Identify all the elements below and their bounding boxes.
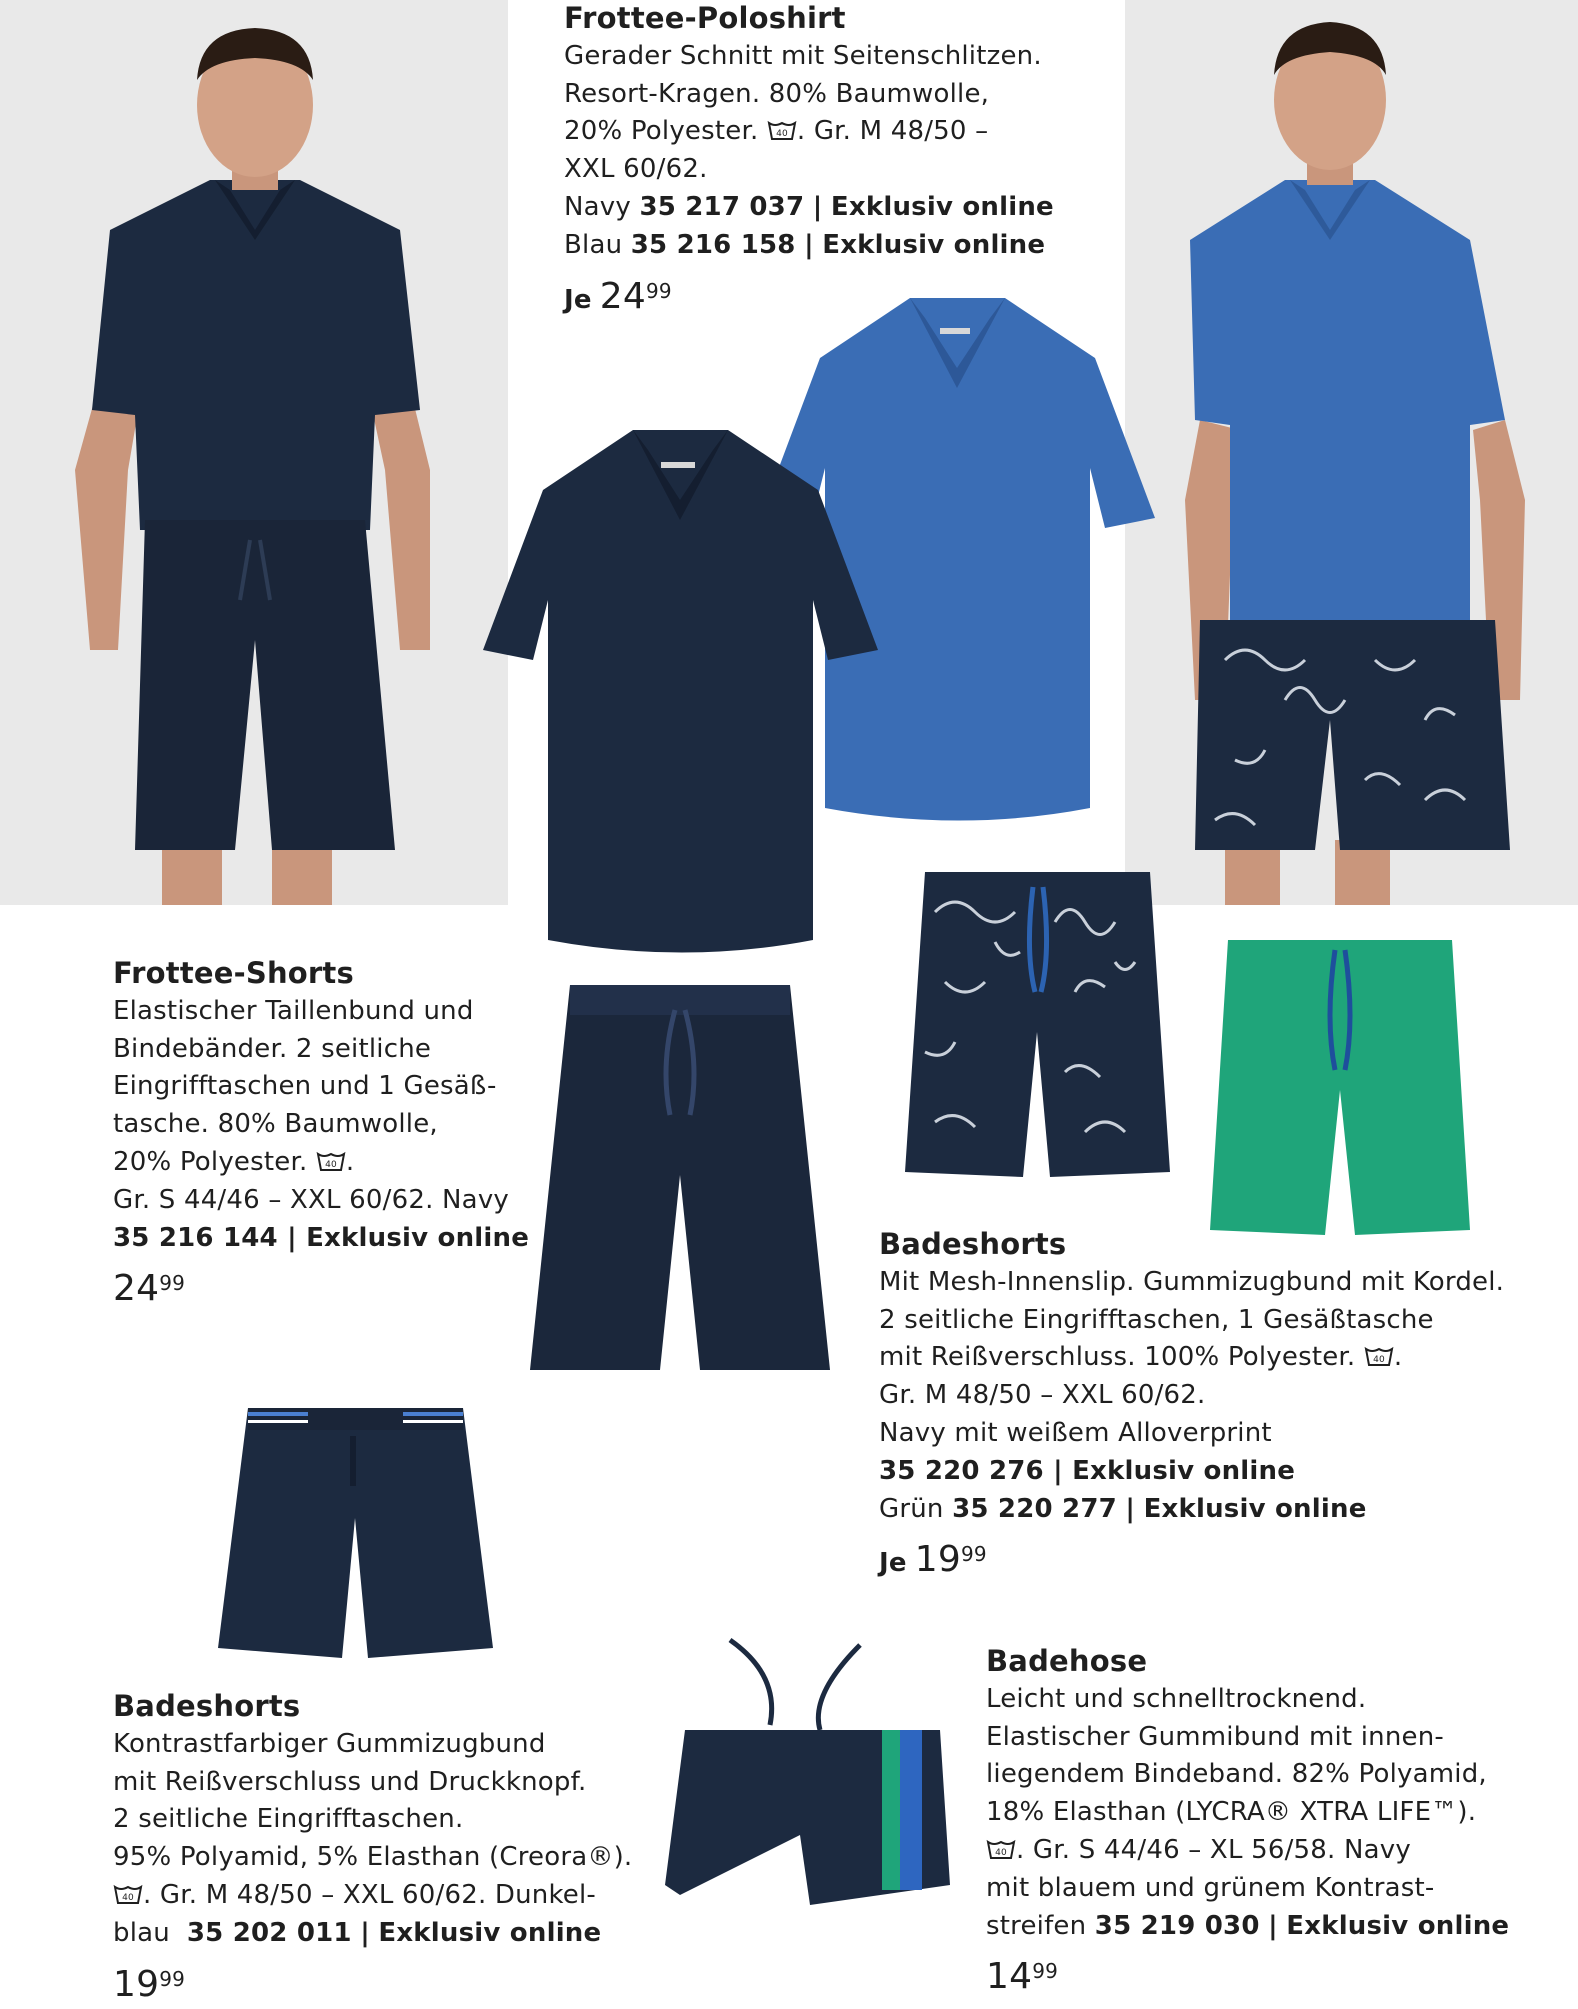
- badehose-article: streifen 35 219 030 | Exklusiv online: [986, 1910, 1510, 1941]
- badeshorts-contrast-title: Badeshorts: [113, 1689, 301, 1723]
- model-photo-navy: [0, 0, 508, 905]
- model-photo-blue: [1125, 0, 1578, 905]
- badehose-desc-line: Elastischer Gummibund mit innen-: [986, 1721, 1444, 1752]
- frottee-shorts-article: 35 216 144 | Exklusiv online: [113, 1222, 530, 1253]
- badeshorts-contrast-desc-line: 40 . Gr. M 48/50 – XXL 60/62. Dunkel-: [113, 1877, 632, 1915]
- svg-text:40: 40: [122, 1892, 134, 1903]
- polo-navy-product-image: [483, 420, 878, 960]
- badeshorts-contrast-price: $19^{99}$: [113, 1963, 186, 2005]
- polo-text-block: [564, 0, 1054, 324]
- badehose-desc-line: Leicht und schnelltrocknend.: [986, 1683, 1367, 1714]
- badeshorts-print-title: Badeshorts: [879, 1227, 1067, 1261]
- wash-40-icon: [767, 116, 797, 138]
- frottee-shorts-title: Frottee-Shorts: [113, 956, 354, 990]
- badehose-price: $14^{99}$: [986, 1956, 1059, 1998]
- polo-desc-line: XXL 60/62.: [564, 154, 708, 185]
- frottee-shorts-text-block: [113, 955, 529, 1313]
- wash-40-icon: [1364, 1342, 1394, 1364]
- badeshorts-green-product-image: [1210, 940, 1470, 1235]
- badehose-desc-line: 18% Elasthan (LYCRA® XTRA LIFE™).: [986, 1797, 1477, 1828]
- svg-text:40: 40: [995, 1847, 1007, 1858]
- svg-text:40: 40: [775, 129, 788, 140]
- wash-40-icon: [113, 1880, 143, 1902]
- polo-desc-line: 20% Polyester. 40 . Gr. M 48/50 –: [564, 116, 989, 147]
- frottee-shorts-desc-line: Gr. S 44/46 – XXL 60/62. Navy: [113, 1184, 509, 1215]
- badeshorts-print-text-block: [879, 1226, 1504, 1587]
- badeshorts-print-product-image: [905, 872, 1170, 1177]
- badeshorts-print-desc-line: Navy mit weißem Alloverprint: [879, 1417, 1272, 1448]
- badeshorts-print-desc-line: Mit Mesh-Innenslip. Gummizugbund mit Kordel.: [879, 1266, 1505, 1297]
- polo-desc-line: Resort-Kragen. 80% Baumwolle,: [564, 78, 990, 109]
- badehose-desc-line: liegendem Bindeband. 82% Polyamid,: [986, 1759, 1487, 1790]
- frottee-shorts-desc-line: Eingrifftaschen und 1 Gesäß-: [113, 1071, 497, 1102]
- wash-40-icon: [316, 1147, 346, 1169]
- polo-desc-line: Gerader Schnitt mit Seitenschlitzen.: [564, 40, 1042, 71]
- polo-price: Je $24^{99}$: [564, 275, 672, 317]
- badeshorts-print-desc-line: mit Reißverschluss. 100% Polyester. 40 .: [879, 1342, 1403, 1373]
- badeshorts-contrast-desc-line: 95% Polyamid, 5% Elasthan (Creora®).: [113, 1842, 633, 1873]
- badeshorts-contrast-article: blau 35 202 011 | Exklusiv online: [113, 1917, 602, 1948]
- svg-text:40: 40: [1372, 1355, 1385, 1366]
- badehose-title: Badehose: [986, 1644, 1148, 1678]
- badeshorts-contrast-product-image: [218, 1408, 493, 1663]
- badehose-desc-line: 40 . Gr. S 44/46 – XL 56/58. Navy: [986, 1832, 1509, 1870]
- badeshorts-contrast-desc-line: 2 seitliche Eingrifftaschen.: [113, 1804, 464, 1835]
- frottee-shorts-desc-line: Elastischer Taillenbund und: [113, 995, 474, 1026]
- badehose-desc-line: mit blauem und grünem Kontrast-: [986, 1872, 1435, 1903]
- polo-article-navy: Navy 35 217 037 | Exklusiv online: [564, 191, 1054, 222]
- svg-text:40: 40: [324, 1159, 337, 1170]
- badeshorts-print-article-green: Grün 35 220 277 | Exklusiv online: [879, 1493, 1367, 1524]
- frottee-shorts-desc-line: Bindebänder. 2 seitliche: [113, 1033, 432, 1064]
- frottee-shorts-desc-line: tasche. 80% Baumwolle,: [113, 1109, 438, 1140]
- badeshorts-print-desc-line: 2 seitliche Eingrifftaschen, 1 Gesäßtasche: [879, 1304, 1434, 1335]
- badeshorts-contrast-desc-line: Kontrastfarbiger Gummizugbund: [113, 1728, 546, 1759]
- frottee-shorts-price: $24^{99}$: [113, 1268, 186, 1310]
- badehose-text-block: [986, 1643, 1509, 2001]
- badeshorts-print-article-navy: 35 220 276 | Exklusiv online: [879, 1455, 1296, 1486]
- badeshorts-print-desc-line: Gr. M 48/50 – XXL 60/62.: [879, 1380, 1206, 1411]
- badeshorts-contrast-desc-line: mit Reißverschluss und Druckknopf.: [113, 1766, 587, 1797]
- badeshorts-contrast-text-block: [113, 1688, 632, 2009]
- frottee-shorts-product-image: [530, 985, 830, 1370]
- polo-title: Frottee-Poloshirt: [564, 1, 846, 35]
- badehose-product-image: [660, 1635, 950, 1935]
- frottee-shorts-desc-line: 20% Polyester. 40 .: [113, 1146, 355, 1177]
- polo-article-blue: Blau 35 216 158 | Exklusiv online: [564, 229, 1046, 260]
- badeshorts-print-price: Je $19^{99}$: [879, 1539, 987, 1581]
- wash-40-icon: [986, 1835, 1016, 1857]
